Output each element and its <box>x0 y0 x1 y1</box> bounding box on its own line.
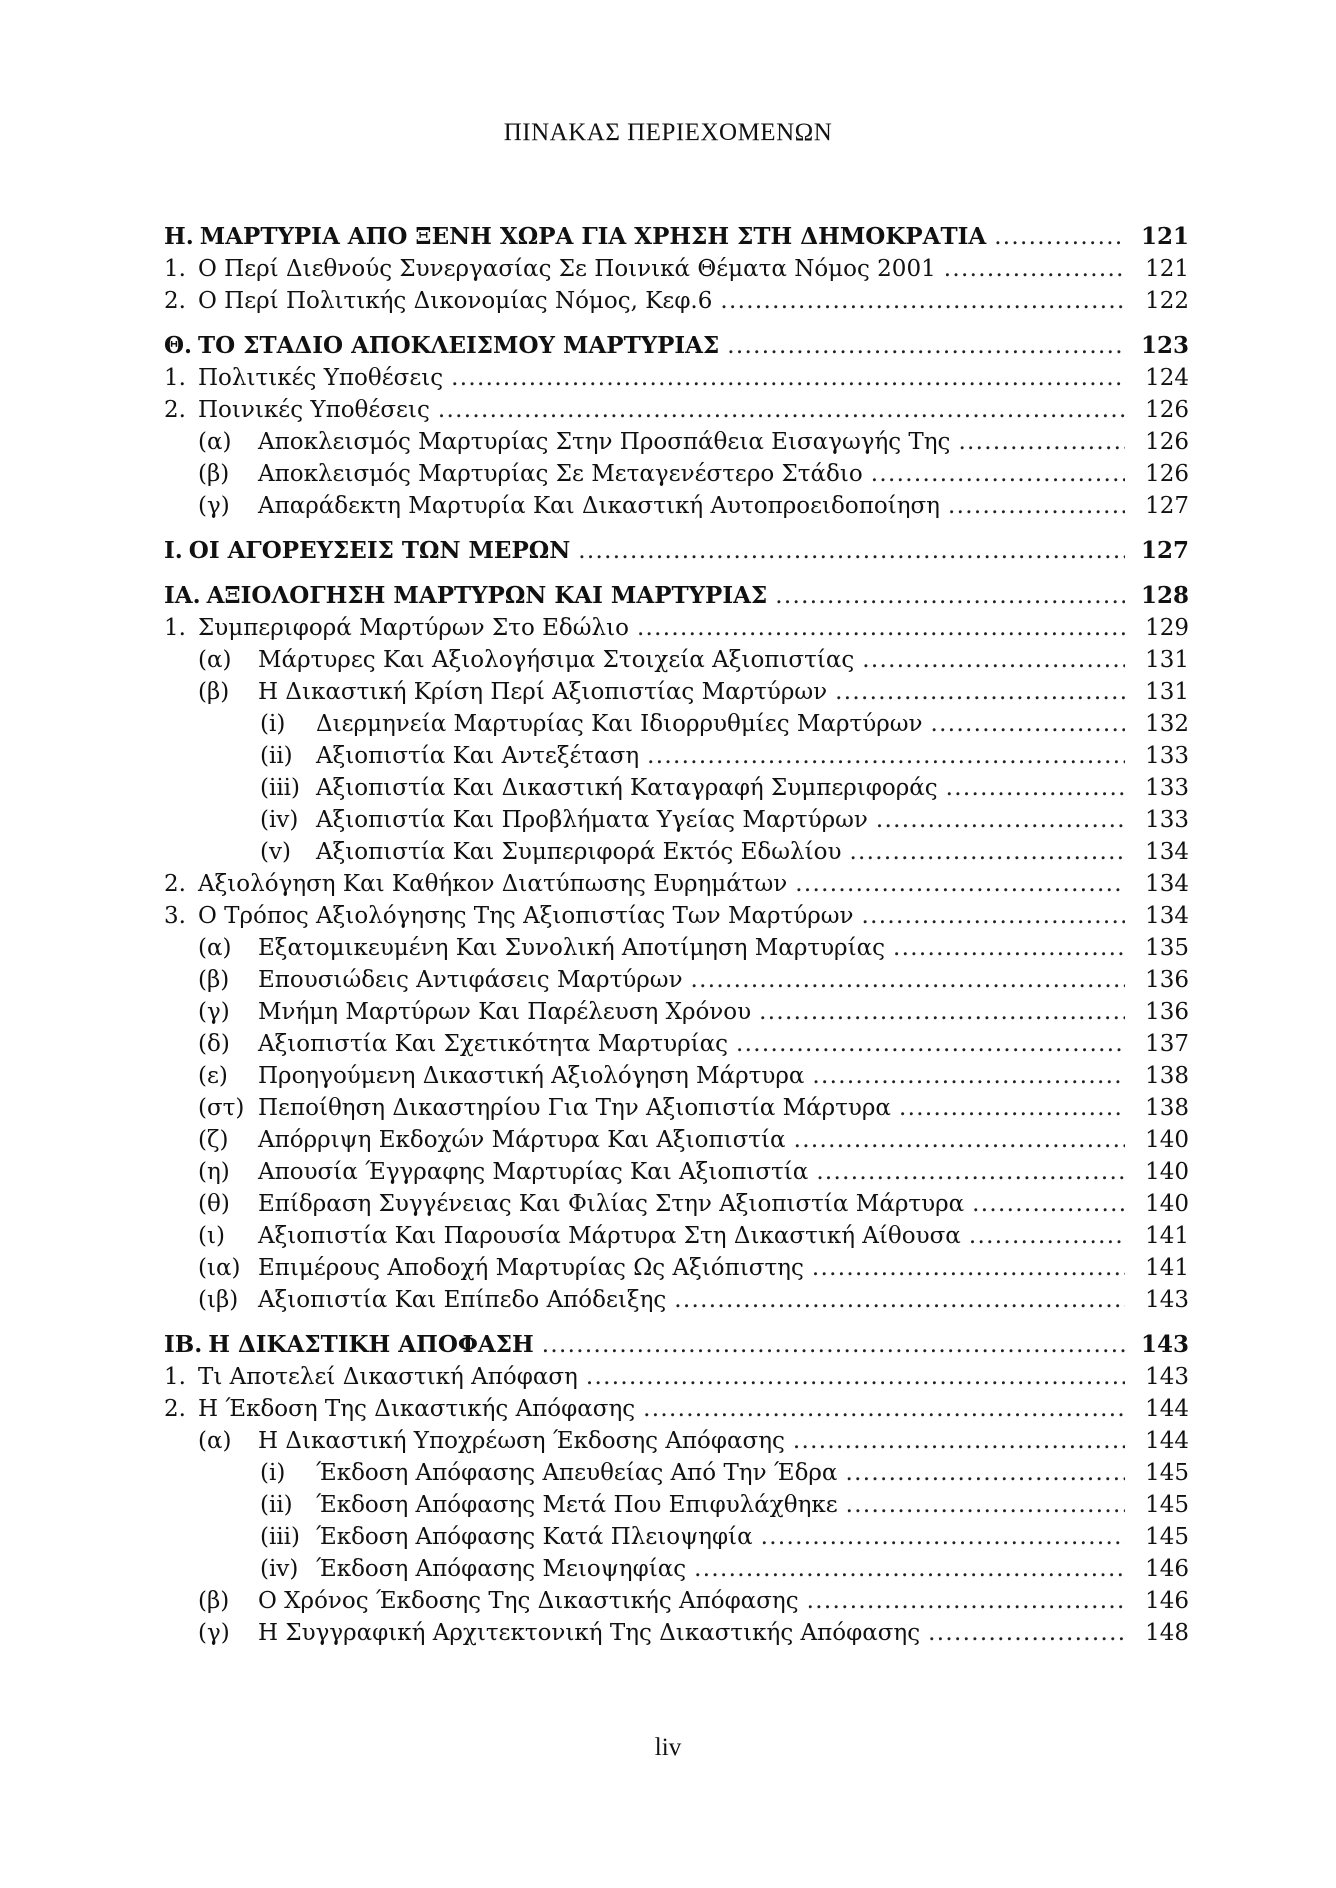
toc-section-entry <box>164 330 1189 362</box>
toc-entry-number: 2. <box>164 871 186 897</box>
toc-entry-title: ΟΙ ΑΓΟΡΕΥΣΕΙΣ ΤΩΝ ΜΕΡΩΝ <box>188 537 571 564</box>
toc-entry-title: Συμπεριφορά Μαρτύρων Στο Εδώλιο <box>198 615 629 641</box>
toc-entry <box>164 708 1189 740</box>
toc-entry-title: Ο Περί Διεθνούς Συνεργασίας Σε Ποινικά Θέματα Νόμος 2001 <box>198 256 936 282</box>
toc-entry-page: 126 <box>1145 397 1189 423</box>
toc-dot-leader <box>958 426 1125 458</box>
toc-entry-title: Αξιοπιστία Και Αντεξέταση <box>316 743 640 769</box>
toc-entry-page: 121 <box>1140 223 1189 250</box>
toc-entry <box>164 1425 1189 1457</box>
toc-entry-number: (iv) <box>260 1556 299 1582</box>
toc-dot-leader <box>736 1028 1125 1060</box>
toc-entry-number: (i) <box>260 1460 286 1486</box>
toc-entry <box>164 1060 1189 1092</box>
toc-dot-leader <box>845 1457 1125 1489</box>
toc-entry-number: (γ) <box>198 999 230 1025</box>
toc-entry-title: Επουσιώδεις Αντιφάσεις Μαρτύρων <box>258 967 683 993</box>
toc-section-entry <box>164 580 1189 612</box>
toc-entry <box>164 1092 1189 1124</box>
toc-entry <box>164 1361 1189 1393</box>
toc-entry-page: 140 <box>1145 1127 1189 1153</box>
toc-entry <box>164 964 1189 996</box>
toc-dot-leader <box>691 964 1125 996</box>
toc-dot-leader <box>807 1585 1125 1617</box>
toc-entry-page: 137 <box>1145 1031 1189 1057</box>
toc-entry-page: 146 <box>1145 1588 1189 1614</box>
toc-entry-number: (iv) <box>260 807 299 833</box>
toc-entry-number: (θ) <box>198 1191 230 1217</box>
toc-entry-title: Επιμέρους Αποδοχή Μαρτυρίας Ως Αξιόπιστης <box>258 1255 804 1281</box>
toc-entry-title: ΤΟ ΣΤΑΔΙΟ ΑΠΟΚΛΕΙΣΜΟΥ ΜΑΡΤΥΡΙΑΣ <box>198 332 720 359</box>
toc-entry-title: Ποινικές Υποθέσεις <box>198 397 430 423</box>
toc-entry <box>164 836 1189 868</box>
toc-entry-number: Η. <box>164 223 194 250</box>
toc-entry-number: (ii) <box>260 1492 293 1518</box>
toc-entry-number: (α) <box>198 935 232 961</box>
toc-entry-title: Αξιοπιστία Και Επίπεδο Απόδειξης <box>258 1287 667 1313</box>
toc-entry-page: 127 <box>1145 493 1189 519</box>
toc-entry <box>164 932 1189 964</box>
toc-entry-title: Έκδοση Απόφασης Κατά Πλειοψηφία <box>316 1524 753 1550</box>
toc-dot-leader <box>972 1188 1125 1220</box>
toc-dot-leader <box>795 868 1125 900</box>
toc-entry <box>164 644 1189 676</box>
toc-entry-number: (β) <box>198 1588 230 1614</box>
toc-entry-page: 136 <box>1145 999 1189 1025</box>
toc-entry-page: 126 <box>1145 429 1189 455</box>
toc-entry-number: (ι) <box>198 1223 225 1249</box>
toc-dot-leader <box>637 612 1125 644</box>
toc-entry-title: Η Δικαστική Κρίση Περί Αξιοπιστίας Μαρτύρων <box>258 679 828 705</box>
toc-entry-title: Η Δικαστική Υποχρέωση Έκδοσης Απόφασης <box>258 1428 785 1454</box>
toc-entry <box>164 804 1189 836</box>
toc-entry-page: 134 <box>1145 903 1189 929</box>
toc-entry <box>164 1284 1189 1316</box>
toc-entry-page: 144 <box>1145 1396 1189 1422</box>
toc-entry-title: Η ΔΙΚΑΣΤΙΚΗ ΑΠΟΦΑΣΗ <box>208 1331 534 1358</box>
toc-entry-page: 136 <box>1145 967 1189 993</box>
toc-entry-page: 135 <box>1145 935 1189 961</box>
toc-entry-page: 133 <box>1145 775 1189 801</box>
toc-entry-page: 145 <box>1145 1492 1189 1518</box>
toc-entry-page: 146 <box>1145 1556 1189 1582</box>
toc-entry-number: Ι. <box>164 537 183 564</box>
toc-dot-leader <box>586 1361 1125 1393</box>
toc-entry-page: 122 <box>1145 288 1189 314</box>
toc-entry-number: 1. <box>164 256 186 282</box>
toc-entry-number: (i) <box>260 711 286 737</box>
toc-dot-leader <box>761 1521 1125 1553</box>
toc-entry-number: (ια) <box>198 1255 241 1281</box>
toc-entry-title: Έκδοση Απόφασης Μετά Που Επιφυλάχθηκε <box>316 1492 838 1518</box>
toc-entry-page: 145 <box>1145 1460 1189 1486</box>
toc-entry-number: Θ. <box>164 332 193 359</box>
toc-dot-leader <box>793 1425 1125 1457</box>
toc-entry-title: Απαράδεκτη Μαρτυρία Και Δικαστική Αυτοπροειδοποίηση <box>258 493 940 519</box>
toc-dot-leader <box>893 932 1125 964</box>
toc-entry-title: Ο Περί Πολιτικής Δικονομίας Νόμος, Κεφ.6 <box>198 288 713 314</box>
toc-entry-number: (ιβ) <box>198 1287 239 1313</box>
toc-entry-number: (στ) <box>198 1095 245 1121</box>
toc-entry-title: ΑΞΙΟΛΟΓΗΣΗ ΜΑΡΤΥΡΩΝ ΚΑΙ ΜΑΡΤΥΡΙΑΣ <box>206 582 768 609</box>
toc-entry <box>164 285 1189 317</box>
toc-entry-title: Μάρτυρες Και Αξιολογήσιμα Στοιχεία Αξιοπιστίας <box>258 647 855 673</box>
toc-entry-number: ΙΒ. <box>164 1331 203 1358</box>
toc-entry <box>164 362 1189 394</box>
toc-entry <box>164 1220 1189 1252</box>
page-header-title: ΠΙΝΑΚΑΣ ΠΕΡΙΕΧΟΜΕΝΩΝ <box>503 119 833 146</box>
toc-entry <box>164 1188 1189 1220</box>
toc-entry-title: Ο Τρόπος Αξιολόγησης Της Αξιοπιστίας Των Μαρτύρων <box>198 903 854 929</box>
toc-entry-number: (iii) <box>260 1524 301 1550</box>
toc-entry-page: 145 <box>1145 1524 1189 1550</box>
toc-entry-page: 124 <box>1145 365 1189 391</box>
toc-dot-leader <box>694 1553 1125 1585</box>
toc-entry-title: Προηγούμενη Δικαστική Αξιολόγηση Μάρτυρα <box>258 1063 805 1089</box>
toc-entry <box>164 996 1189 1028</box>
toc-entry-number: 2. <box>164 288 186 314</box>
toc-entry-page: 140 <box>1145 1191 1189 1217</box>
toc-entry <box>164 1124 1189 1156</box>
toc-entry <box>164 868 1189 900</box>
toc-entry-number: (iii) <box>260 775 301 801</box>
toc-entry-page: 129 <box>1145 615 1189 641</box>
toc-entry <box>164 1521 1189 1553</box>
toc-entry <box>164 1393 1189 1425</box>
toc-entry-number: 1. <box>164 1364 186 1390</box>
toc-entry <box>164 426 1189 458</box>
toc-entry-number: (ii) <box>260 743 293 769</box>
toc-entry <box>164 1028 1189 1060</box>
toc-entry-title: Αξιολόγηση Και Καθήκον Διατύπωσης Ευρημάτων <box>198 871 788 897</box>
toc-dot-leader <box>849 836 1125 868</box>
toc-entry-title: Τι Αποτελεί Δικαστική Απόφαση <box>198 1364 578 1390</box>
toc-dot-leader <box>930 708 1125 740</box>
toc-entry-title: Αξιοπιστία Και Συμπεριφορά Εκτός Εδωλίου <box>316 839 842 865</box>
page-number: liv <box>654 1734 682 1761</box>
toc-entry-page: 128 <box>1140 582 1189 609</box>
toc-dot-leader <box>727 330 1125 362</box>
toc-entry-page: 138 <box>1145 1063 1189 1089</box>
table-of-contents <box>164 221 1189 1649</box>
toc-entry-title: Η Συγγραφική Αρχιτεκτονική Της Δικαστικής Απόφασης <box>258 1620 921 1646</box>
toc-dot-leader <box>969 1220 1125 1252</box>
toc-entry-number: (γ) <box>198 1620 230 1646</box>
toc-entry <box>164 1489 1189 1521</box>
toc-entry-title: Ο Χρόνος Έκδοσης Της Δικαστικής Απόφασης <box>258 1588 799 1614</box>
toc-entry-page: 141 <box>1145 1255 1189 1281</box>
toc-dot-leader <box>720 285 1125 317</box>
toc-entry-number: (ζ) <box>198 1127 229 1153</box>
toc-dot-leader <box>438 394 1125 426</box>
toc-dot-leader <box>542 1329 1125 1361</box>
toc-entry-number: (β) <box>198 967 230 993</box>
toc-entry-page: 133 <box>1145 807 1189 833</box>
toc-entry-title: Αποκλεισμός Μαρτυρίας Σε Μεταγενέστερο Στάδιο <box>258 461 863 487</box>
toc-dot-leader <box>647 740 1125 772</box>
toc-entry-title: Η Έκδοση Της Δικαστικής Απόφασης <box>198 1396 636 1422</box>
toc-entry-page: 140 <box>1145 1159 1189 1185</box>
toc-entry-title: Διερμηνεία Μαρτυρίας Και Ιδιορρυθμίες Μαρτύρων <box>316 711 923 737</box>
toc-entry-title: Έκδοση Απόφασης Απευθείας Από Την Έδρα <box>316 1460 838 1486</box>
toc-entry <box>164 1617 1189 1649</box>
toc-dot-leader <box>643 1393 1125 1425</box>
toc-entry-page: 127 <box>1140 537 1189 564</box>
toc-entry-title: Επίδραση Συγγένειας Και Φιλίας Στην Αξιοπιστία Μάρτυρα <box>258 1191 965 1217</box>
toc-entry-number: 3. <box>164 903 186 929</box>
toc-dot-leader <box>674 1284 1125 1316</box>
toc-entry <box>164 676 1189 708</box>
toc-entry-number: (α) <box>198 429 232 455</box>
toc-section-entry <box>164 1329 1189 1361</box>
toc-entry-number: (γ) <box>198 493 230 519</box>
toc-dot-leader <box>928 1617 1125 1649</box>
toc-entry-number: (α) <box>198 647 232 673</box>
toc-dot-leader <box>451 362 1125 394</box>
toc-entry-page: 138 <box>1145 1095 1189 1121</box>
toc-dot-leader <box>794 1124 1125 1156</box>
toc-entry-number: (α) <box>198 1428 232 1454</box>
toc-entry <box>164 1457 1189 1489</box>
toc-entry <box>164 1252 1189 1284</box>
toc-entry-number: 2. <box>164 397 186 423</box>
toc-entry-page: 143 <box>1140 1331 1189 1358</box>
toc-entry-number: 2. <box>164 1396 186 1422</box>
toc-dot-leader <box>812 1060 1125 1092</box>
toc-dot-leader <box>862 900 1125 932</box>
toc-entry <box>164 1553 1189 1585</box>
toc-entry-page: 126 <box>1145 461 1189 487</box>
toc-entry-number: (v) <box>260 839 291 865</box>
toc-entry-number: ΙΑ. <box>164 582 201 609</box>
toc-entry-title: Απουσία Έγγραφης Μαρτυρίας Και Αξιοπιστία <box>258 1159 809 1185</box>
toc-entry-title: Απόρριψη Εκδοχών Μάρτυρα Και Αξιοπιστία <box>258 1127 786 1153</box>
toc-section-entry <box>164 535 1189 567</box>
toc-entry-page: 132 <box>1145 711 1189 737</box>
toc-entry-page: 144 <box>1145 1428 1189 1454</box>
toc-entry-number: 1. <box>164 365 186 391</box>
toc-dot-leader <box>862 644 1125 676</box>
toc-entry <box>164 458 1189 490</box>
toc-entry-page: 134 <box>1145 871 1189 897</box>
toc-entry <box>164 772 1189 804</box>
toc-entry-page: 134 <box>1145 839 1189 865</box>
toc-entry <box>164 1156 1189 1188</box>
toc-dot-leader <box>948 490 1125 522</box>
toc-entry <box>164 1585 1189 1617</box>
toc-entry-title: Αποκλεισμός Μαρτυρίας Στην Προσπάθεια Εισαγωγής Της <box>258 429 951 455</box>
toc-entry-page: 143 <box>1145 1364 1189 1390</box>
toc-entry-number: 1. <box>164 615 186 641</box>
toc-entry-page: 131 <box>1145 647 1189 673</box>
toc-entry-number: (β) <box>198 461 230 487</box>
toc-entry-title: Πεποίθηση Δικαστηρίου Για Την Αξιοπιστία Μάρτυρα <box>258 1095 891 1121</box>
toc-entry <box>164 394 1189 426</box>
toc-entry-page: 121 <box>1145 256 1189 282</box>
toc-dot-leader <box>946 772 1125 804</box>
toc-entry-title: Πολιτικές Υποθέσεις <box>198 365 444 391</box>
toc-dot-leader <box>846 1489 1125 1521</box>
toc-dot-leader <box>775 580 1125 612</box>
toc-entry-page: 141 <box>1145 1223 1189 1249</box>
toc-dot-leader <box>944 253 1125 285</box>
toc-dot-leader <box>835 676 1125 708</box>
toc-dot-leader <box>871 458 1125 490</box>
toc-entry-number: (η) <box>198 1159 230 1185</box>
toc-entry-page: 133 <box>1145 743 1189 769</box>
toc-dot-leader <box>876 804 1125 836</box>
toc-entry-page: 123 <box>1140 332 1189 359</box>
toc-entry-title: Έκδοση Απόφασης Μειοψηφίας <box>316 1556 687 1582</box>
toc-section-entry <box>164 221 1189 253</box>
toc-entry-title: Αξιοπιστία Και Σχετικότητα Μαρτυρίας <box>258 1031 729 1057</box>
toc-entry <box>164 740 1189 772</box>
toc-entry-number: (ε) <box>198 1063 228 1089</box>
toc-entry-title: Αξιοπιστία Και Προβλήματα Υγείας Μαρτύρων <box>316 807 868 833</box>
toc-entry-number: (β) <box>198 679 230 705</box>
toc-dot-leader <box>994 221 1125 253</box>
toc-entry <box>164 253 1189 285</box>
toc-entry <box>164 490 1189 522</box>
toc-entry-number: (δ) <box>198 1031 230 1057</box>
toc-dot-leader <box>812 1252 1125 1284</box>
toc-entry-title: Εξατομικευμένη Και Συνολική Αποτίμηση Μαρτυρίας <box>258 935 886 961</box>
toc-dot-leader <box>899 1092 1125 1124</box>
toc-entry-title: Μνήμη Μαρτύρων Και Παρέλευση Χρόνου <box>258 999 752 1025</box>
toc-entry-page: 143 <box>1145 1287 1189 1313</box>
toc-entry-title: Αξιοπιστία Και Παρουσία Μάρτυρα Στη Δικαστική Αίθουσα <box>258 1223 961 1249</box>
toc-dot-leader <box>816 1156 1125 1188</box>
toc-entry-page: 148 <box>1145 1620 1189 1646</box>
toc-entry-title: Αξιοπιστία Και Δικαστική Καταγραφή Συμπεριφοράς <box>316 775 938 801</box>
toc-entry-title: ΜΑΡΤΥΡΙΑ ΑΠΟ ΞΕΝΗ ΧΩΡΑ ΓΙΑ ΧΡΗΣΗ ΣΤΗ ΔΗΜΟΚΡΑΤΙΑ <box>199 223 987 250</box>
toc-dot-leader <box>578 535 1125 567</box>
toc-dot-leader <box>759 996 1125 1028</box>
toc-entry <box>164 612 1189 644</box>
toc-entry <box>164 900 1189 932</box>
toc-entry-page: 131 <box>1145 679 1189 705</box>
